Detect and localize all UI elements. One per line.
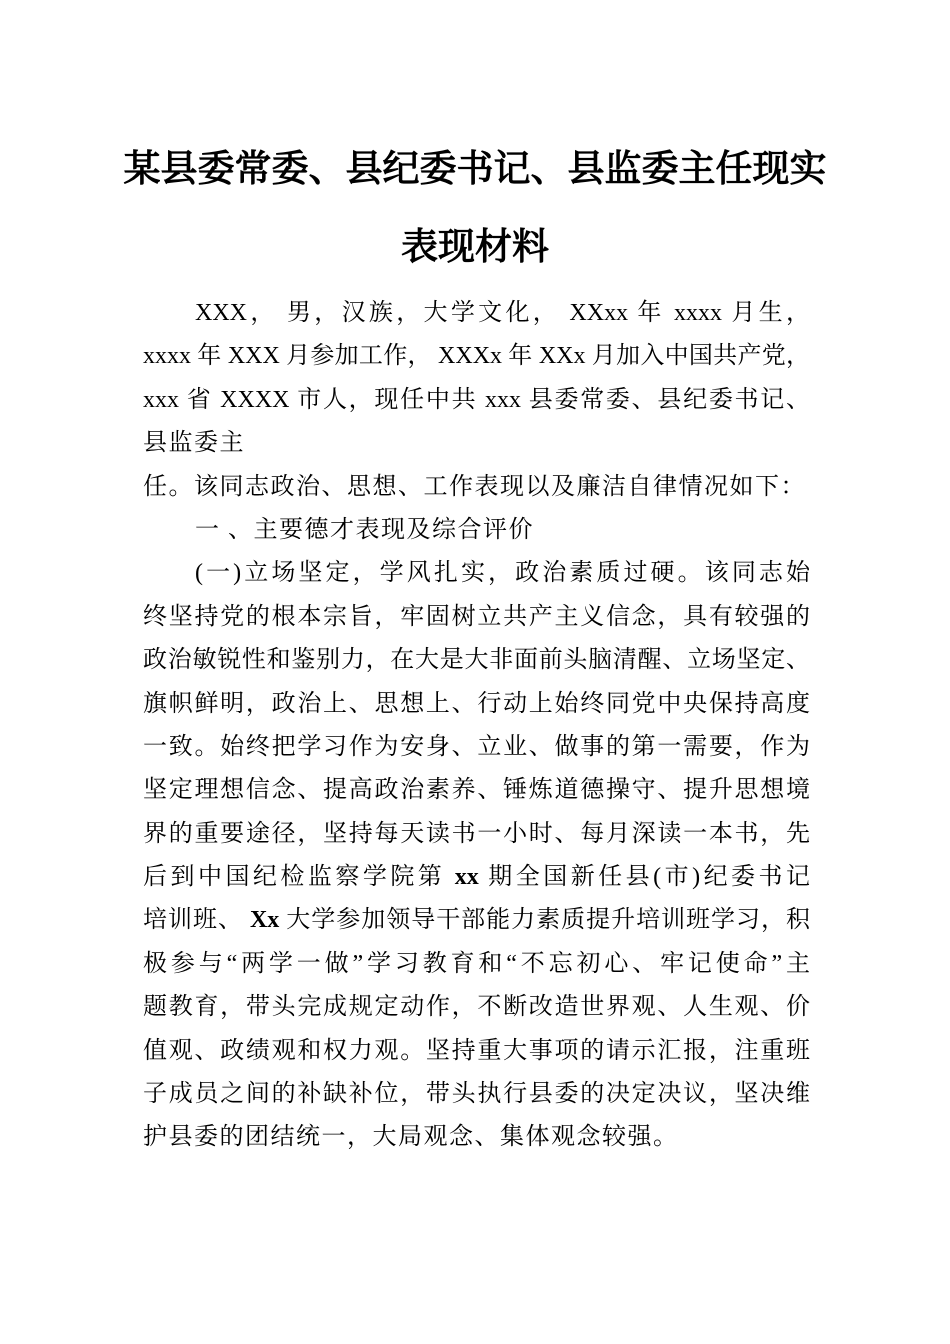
body-line: (一)立场坚定，学风扎实，政治素质过硬。该同志始 xyxy=(195,560,810,587)
body-line: 坚定理想信念、提高政治素养、锤炼道德操守、提升思想境 xyxy=(143,777,810,804)
body-line: xxx 省 XXXX 市人，现任中共 xxx 县委常委、县纪委书记、 xyxy=(143,386,810,413)
document-title-line-2: 表现材料 xyxy=(401,226,549,267)
body-line xyxy=(143,856,810,899)
body-line: 旗帜鲜明，政治上、思想上、行动上始终同党中央保持高度 xyxy=(143,690,810,717)
section-heading: 一 、主要德才表现及综合评价 xyxy=(195,516,534,543)
document-title-line-1: 某县委常委、县纪委书记、县监委主任现实 xyxy=(123,148,827,189)
body-line-segment-bold: xx xyxy=(454,864,479,891)
body-line-segment: 后到中国纪检监察学院第 xyxy=(143,864,455,891)
body-line: 政治敏锐性和鉴别力，在大是大非面前头脑清醒、立场坚定、 xyxy=(143,647,810,674)
body-line-segment-bold: Xx xyxy=(249,907,280,934)
body-line: xxxx 年 XXX 月参加工作， XXXx 年 XXx 月加入中国共产党， xyxy=(143,343,810,370)
body-line-segment: 期全国新任县(市)纪委书记 xyxy=(478,864,811,891)
document-title xyxy=(0,0,950,286)
body-line: 护县委的团结统一，大局观念、集体观念较强。 xyxy=(143,1124,679,1151)
body-line-segment: 大学参加领导干部能力素质提升培训班学习，积 xyxy=(279,907,811,934)
body-line xyxy=(143,899,810,942)
body-line: 题教育，带头完成规定动作，不断改造世界观、人生观、价 xyxy=(143,994,810,1021)
body-line: 一致。始终把学习作为安身、立业、做事的第一需要，作为 xyxy=(143,733,810,760)
body-line: 极参与“两学一做”学习教育和“不忘初心、牢记使命”主 xyxy=(143,950,810,977)
body-line: 界的重要途径，坚持每天读书一小时、每月深读一本书，先 xyxy=(143,820,810,847)
body-line: 值观、政绩观和权力观。坚持重大事项的请示汇报，注重班 xyxy=(143,1037,810,1064)
body-line: XXX， 男，汉族，大学文化， XXxx 年 xxxx 月生， xyxy=(195,300,810,326)
body-line: 任。该同志政治、思想、工作表现以及廉洁自律情况如下： xyxy=(143,473,806,500)
body-line-segment: 培训班、 xyxy=(143,907,250,934)
document-body xyxy=(143,292,810,1160)
body-line: 县监委主 xyxy=(143,430,245,457)
body-line: 子成员之间的补缺补位，带头执行县委的决定决议，坚决维 xyxy=(143,1081,810,1108)
body-line: 终坚持党的根本宗旨，牢固树立共产主义信念，具有较强的 xyxy=(143,603,810,630)
